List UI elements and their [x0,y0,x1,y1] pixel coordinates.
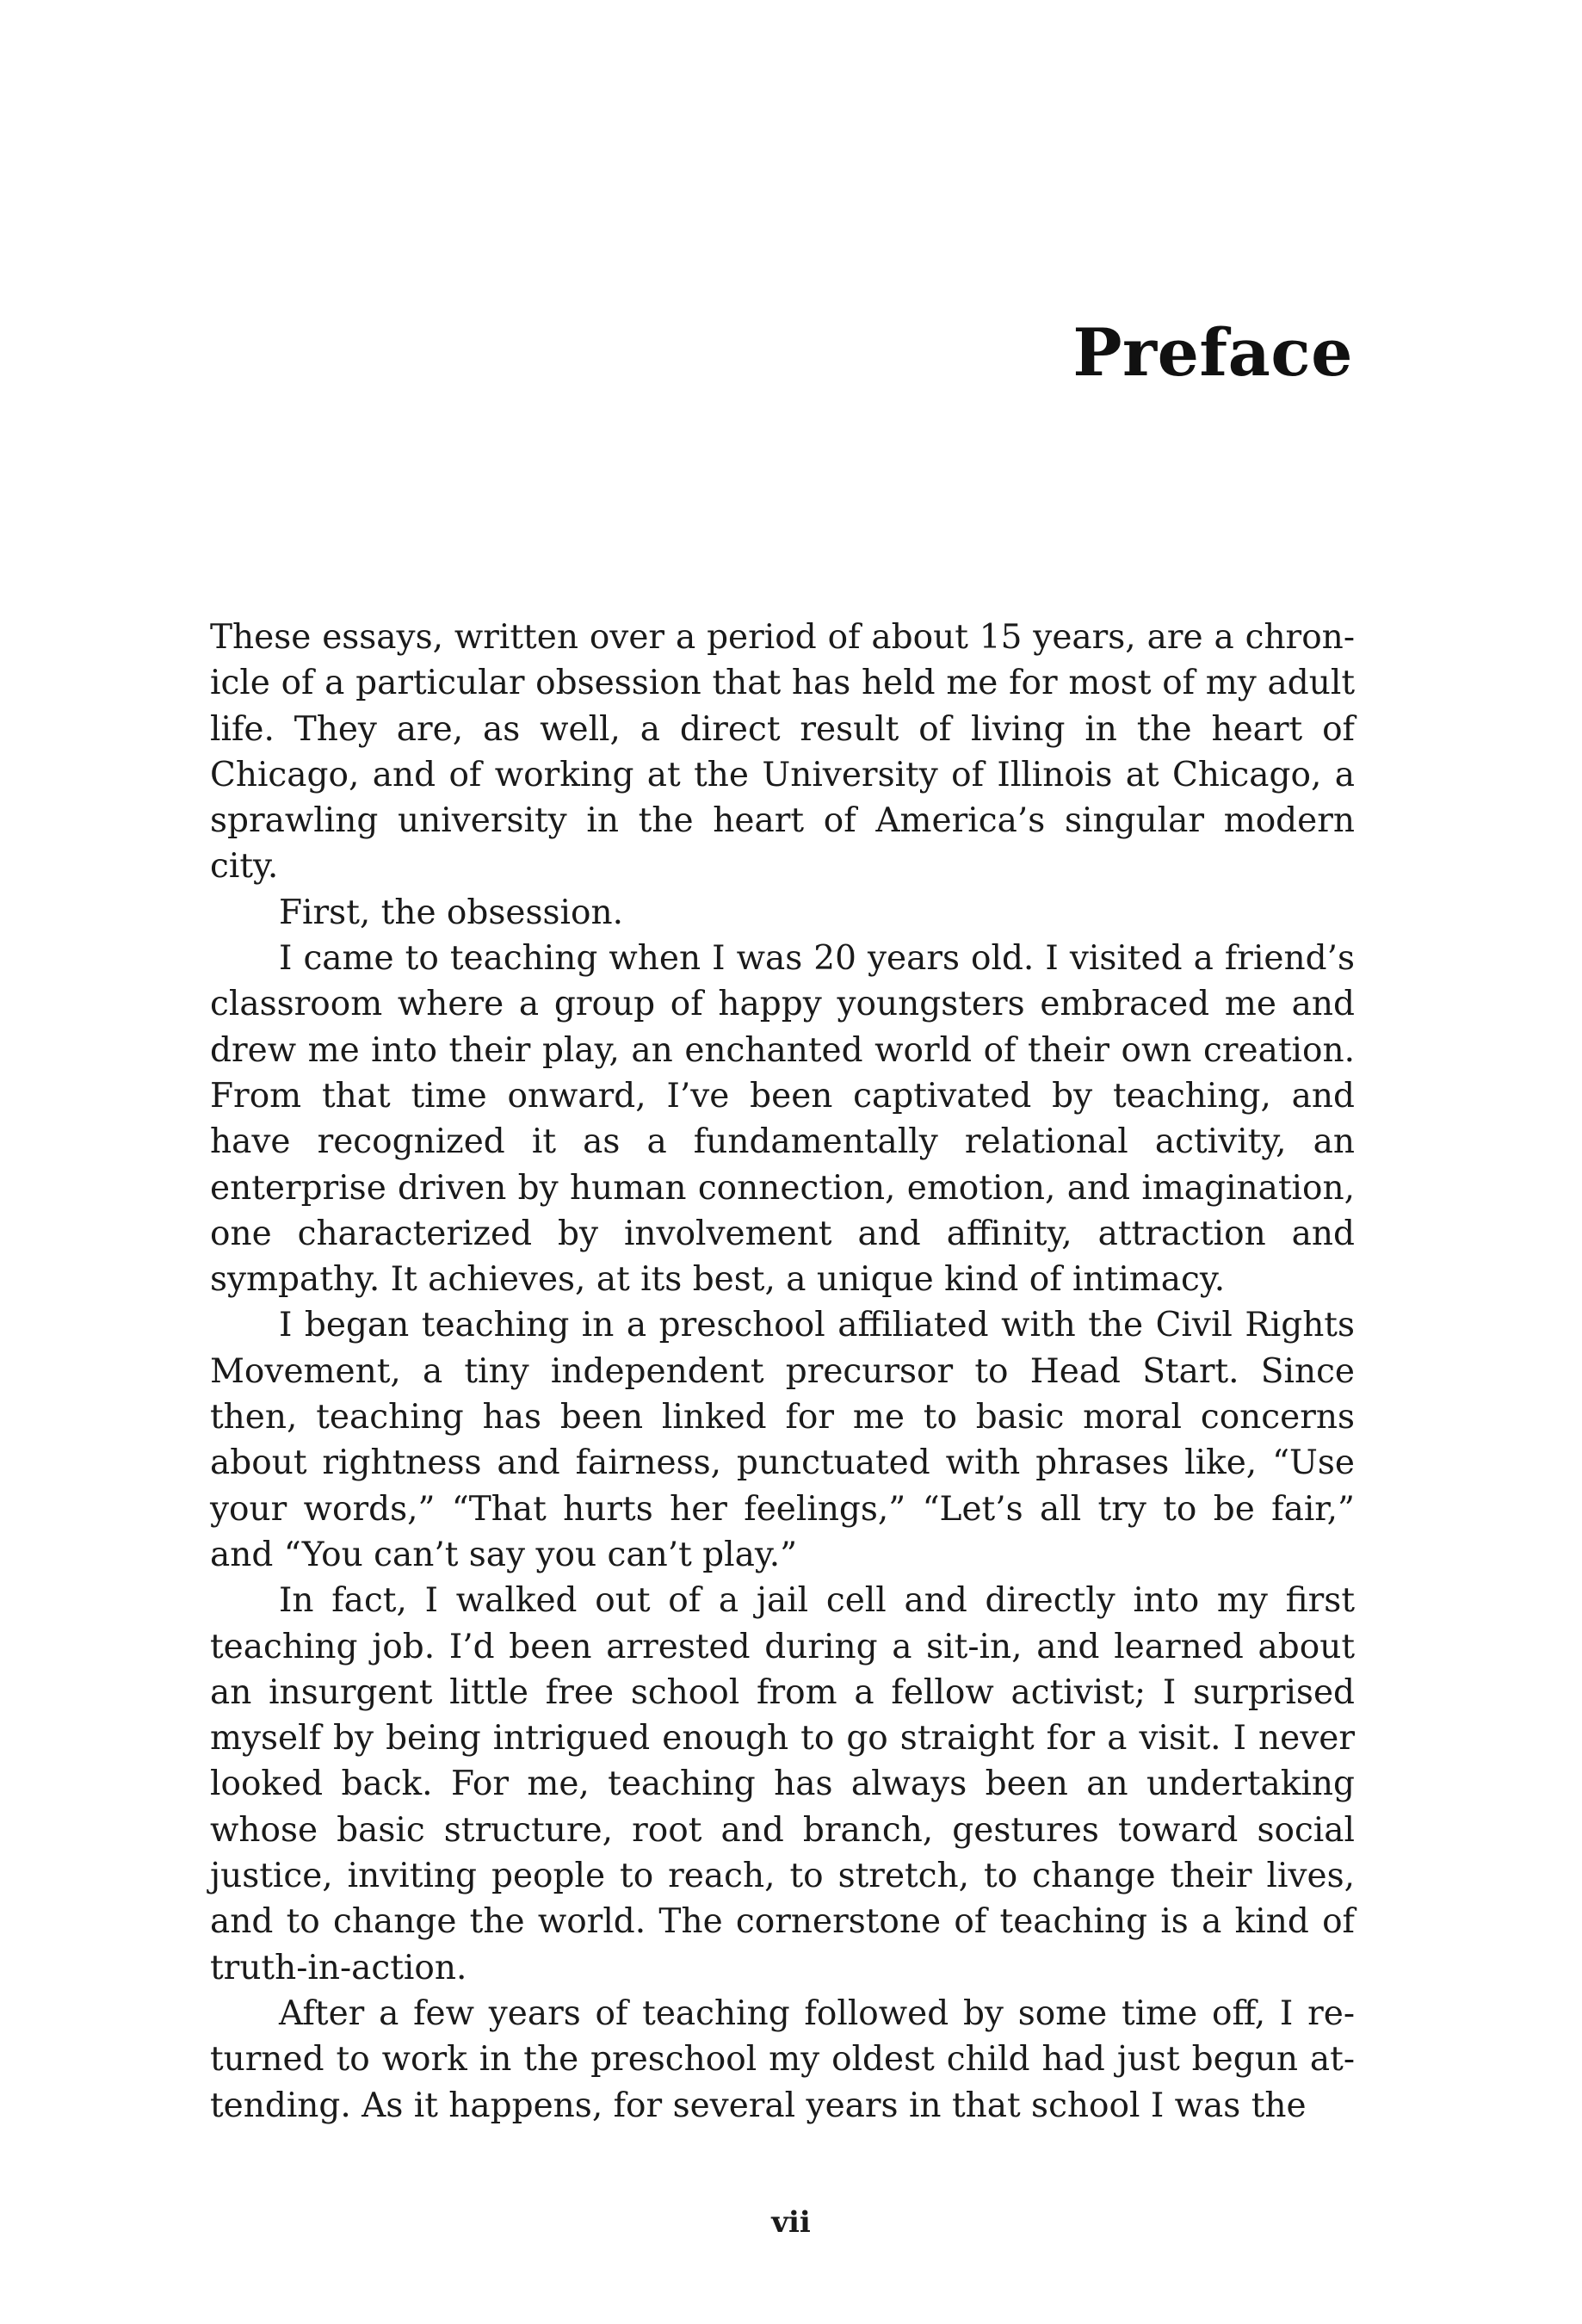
paragraph: I came to teaching when I was 20 years old. I visited a friend’s classroom where a group of happy youngsters embraced me and drew me into their play, an enchanted world of their own creation. From that time onward, I’ve been captivated by teaching, and have recognized it as a fundamentally relational activity, an enterprise driven by human connection, emotion, and imagination, one characterized by involvement and affinity, attraction and sympathy. It achieves, at its best, a unique kind of intimacy. [210,939,1355,1300]
paragraph: I began teaching in a preschool affiliated with the Civil Rights Movement, a tiny independent precursor to Head Start. Since then, teaching has been linked for me to basic moral concerns about rightness and fairness, punctuated with phrases like, “Use your words,” “That hurts her feelings,” “Let’s all try to be fair,” and “You can’t say you can’t play.” [210,1306,1355,1574]
paragraph: These essays, written over a period of about 15 years, are a chronicle of a particular obsession that has held me for most of my adult life. They are, as well, a direct result of living in the heart of Chicago, and of working at the University of Illinois at Chicago, a sprawling university in the heart of America’s singular modern city. [210,618,1355,887]
paragraph: After a few years of teaching followed by some time off, I returned to work in the preschool my oldest child had just begun attending. As it happens, for several years in that school I was the [210,1993,1355,2125]
body-text [210,615,1355,2129]
paragraph: First, the obsession. [279,893,623,932]
chapter-title: Preface [1072,314,1353,391]
paragraph: In fact, I walked out of a jail cell and directly into my first teaching job. I’d been arrested during a sit-in, and learned about an insurgent little free school from a fellow activist; I surprised myself by being intrigued enough to go straight for a visit. I never looked back. For me, teaching has always been an undertaking whose basic structure, root and branch, gestures toward social justice, inviting people to reach, to stretch, to change their lives, and to change the world. The cornerstone of teaching is a kind of truth-in-action. [210,1581,1355,1987]
page-number: vii [771,2205,811,2240]
